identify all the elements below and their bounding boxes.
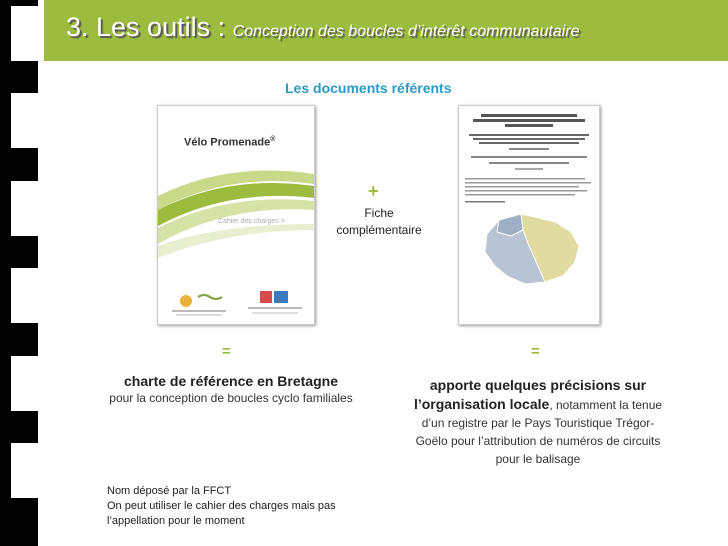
velo-promenade-document xyxy=(157,105,315,325)
fiche-label-line: complémentaire xyxy=(336,223,422,237)
equals-sign-left: = xyxy=(222,343,231,360)
partner-logo xyxy=(244,289,306,317)
equals-sign-right: = xyxy=(531,343,540,360)
precisions-text: , notamment la tenue d’un registre par le Pays Touristique Trégor-Goëlo pour l’attribution de numéros de circuits pour le balisage xyxy=(415,398,663,466)
document-title xyxy=(184,136,275,149)
filmstrip-hole xyxy=(11,268,38,323)
plus-sign: + xyxy=(368,181,379,201)
registered-mark: ® xyxy=(270,136,276,143)
footnote-line: On peut utiliser le cahier des charges mais pas l’appellation pour le moment xyxy=(107,500,336,527)
section-title: Les documents référents xyxy=(285,80,452,96)
charte-text: pour la conception de boucles cyclo familiales xyxy=(109,391,353,405)
complementary-document-preview xyxy=(459,106,599,324)
charte-description xyxy=(98,373,364,407)
complementary-document xyxy=(458,105,600,325)
document-caption xyxy=(218,218,285,225)
document-caption-text: Cahier des charges xyxy=(218,218,279,225)
filmstrip-hole xyxy=(11,181,38,236)
filmstrip-hole xyxy=(11,443,38,498)
filmstrip-hole xyxy=(11,93,38,148)
filmstrip-hole xyxy=(11,6,38,61)
slide-title xyxy=(66,12,579,43)
fiche-complementaire-label xyxy=(320,205,438,239)
document-title-text: Vélo Promenade xyxy=(184,136,271,149)
partner-logo xyxy=(168,289,230,317)
caption-arrow: > xyxy=(280,218,285,225)
footnote-line: Nom déposé par la FFCT xyxy=(107,485,232,497)
precisions-heading: apporte quelques précisions sur l’organisation locale xyxy=(413,377,647,412)
slide-header xyxy=(44,0,728,61)
precisions-description xyxy=(410,376,666,468)
filmstrip-border xyxy=(0,0,38,546)
footnote xyxy=(107,484,377,529)
filmstrip-hole xyxy=(11,356,38,411)
slide-title-main: 3. Les outils : xyxy=(66,12,233,42)
fiche-label-line: Fiche xyxy=(364,206,394,220)
charte-heading: charte de référence en Bretagne xyxy=(124,373,338,389)
slide-subtitle: Conception des boucles d’intérêt communautaire xyxy=(232,23,580,40)
